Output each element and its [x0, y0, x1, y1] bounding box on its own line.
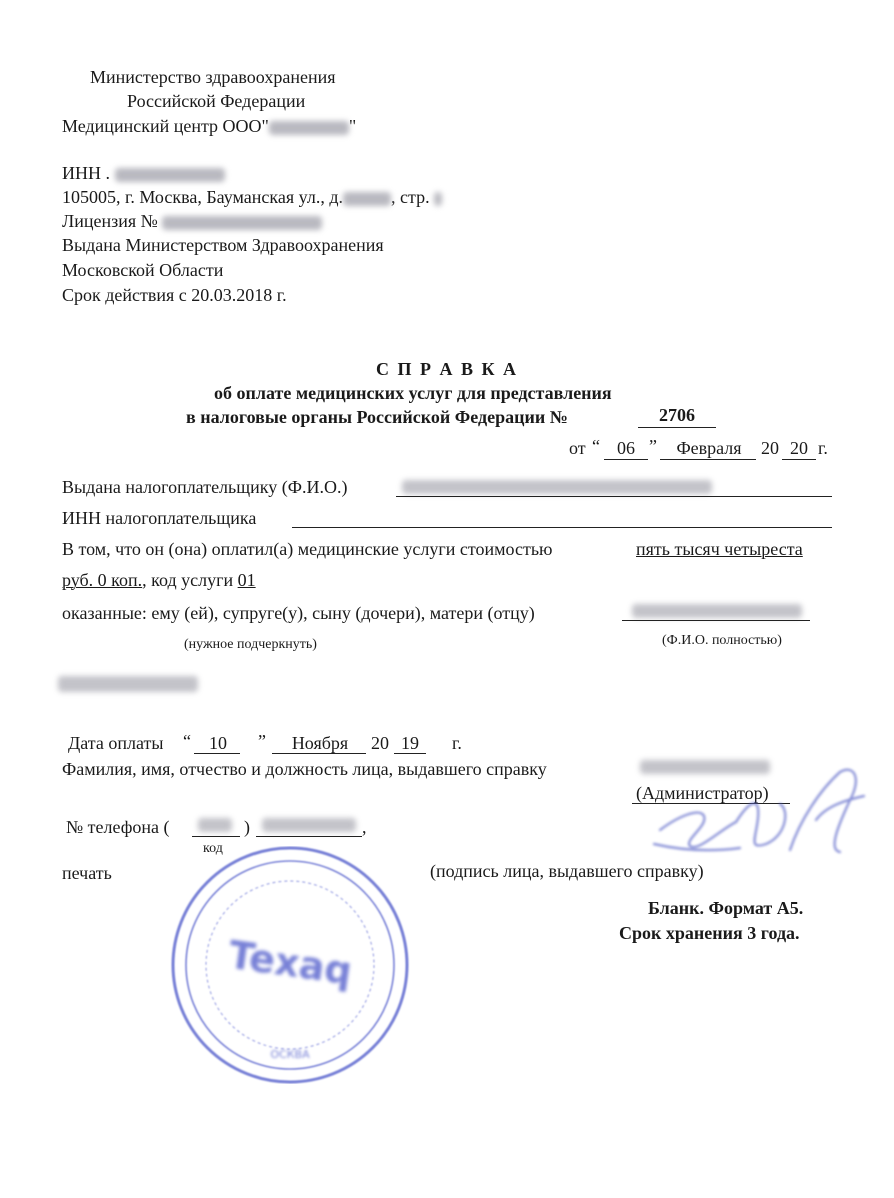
federation-line: Российской Федерации [127, 91, 306, 111]
payment-date-label: Дата оплаты [68, 733, 164, 753]
signature-hint: (подпись лица, выдавшего справку) [430, 861, 704, 881]
payment-date-month: Ноября [291, 733, 349, 753]
validity-line: Срок действия с 20.03.2018 г. [62, 285, 287, 305]
amount-line [62, 569, 256, 591]
storage-note: Срок хранения 3 года. [619, 923, 800, 943]
underline-hint: (нужное подчеркнуть) [184, 637, 317, 652]
issued-to-label: Выдана налогоплательщику (Ф.И.О.) [62, 477, 348, 497]
payment-date-day: 10 [209, 733, 227, 753]
redacted-phone-number [262, 818, 356, 832]
taxpayer-inn-label: ИНН налогоплательщика [62, 508, 257, 528]
license-line [62, 210, 322, 232]
redacted-license [162, 216, 322, 230]
redacted-building [434, 192, 442, 206]
date-issued-prefix: от [569, 438, 586, 458]
redacted-taxpayer-name [402, 480, 712, 494]
phone-label: № телефона ( [66, 817, 170, 837]
certificate-number: 2706 [659, 405, 695, 425]
date-issued-close-quote: ” [649, 436, 657, 456]
payment-date-suffix: г. [452, 733, 462, 753]
certificate-number-underline [638, 427, 716, 428]
date-issued-open-quote: “ [592, 436, 600, 456]
date-issued-day-underline [604, 459, 648, 460]
paid-text: В том, что он (она) оплатил(а) медицинские услуги стоимостью [62, 539, 553, 559]
redacted-extra-line [58, 676, 198, 692]
redacted-phone-code [198, 818, 232, 832]
issued-to-underline [396, 496, 832, 497]
payment-date-year-prefix: 20 [371, 733, 389, 753]
phone-code-label: код [203, 841, 223, 856]
date-issued-month-underline [660, 459, 756, 460]
issued-by-line: Выдана Министерством Здравоохранения [62, 235, 384, 255]
amount-words: пять тысяч четыреста [636, 539, 803, 559]
payment-date-month-underline [272, 753, 366, 754]
provided-to-line: оказанные: ему (ей), супруге(у), сыну (дочери), матери (отцу) [62, 603, 535, 623]
fio-hint: (Ф.И.О. полностью) [662, 633, 782, 648]
redacted-inn [115, 168, 225, 182]
phone-comma: , [362, 817, 367, 837]
format-note: Бланк. Формат А5. [648, 898, 804, 918]
phone-number-underline [256, 836, 362, 837]
address-mid: , стр. [391, 187, 430, 207]
date-issued-month: Февраля [676, 438, 742, 458]
date-issued-year: 20 [790, 438, 808, 458]
issuer-position: (Администратор) [636, 783, 769, 803]
document-title: С П Р А В К А [376, 359, 519, 379]
title-subtitle-2: в налоговые органы Российской Федерации № [186, 407, 568, 427]
payment-date-year-underline [394, 753, 426, 754]
ministry-line: Министерство здравоохранения [90, 67, 336, 87]
address-prefix: 105005, г. Москва, Бауманская ул., д. [62, 187, 343, 207]
seal-label: печать [62, 863, 112, 883]
stamp-center-text: Texaq [225, 932, 355, 994]
stamp-bottom-text: ОСКВА [270, 1048, 310, 1061]
payment-date-open-quote: “ [183, 731, 191, 751]
medical-center-suffix: " [348, 116, 357, 136]
inn-line [62, 162, 225, 184]
phone-close-paren: ) [244, 817, 250, 837]
date-issued-day: 06 [617, 438, 635, 458]
phone-code-underline [192, 836, 240, 837]
date-issued-suffix: г. [818, 438, 828, 458]
payment-date-day-underline [194, 753, 240, 754]
address-line [62, 186, 442, 208]
license-label: Лицензия № [62, 211, 158, 231]
relative-name-underline [622, 620, 810, 621]
service-code-label: , код услуги [142, 570, 234, 590]
service-code: 01 [237, 570, 256, 590]
title-subtitle-1: об оплате медицинских услуг для представления [214, 383, 612, 403]
payment-date-year: 19 [401, 733, 419, 753]
date-issued-year-underline [782, 459, 816, 460]
taxpayer-inn-underline [292, 527, 832, 528]
payment-date-close-quote: ” [258, 731, 266, 751]
date-issued-year-prefix: 20 [761, 438, 779, 458]
inn-label: ИНН . [62, 163, 110, 183]
redacted-relative-name [632, 604, 802, 618]
region-line: Московской Области [62, 260, 224, 280]
signature-scribble [640, 760, 880, 880]
medical-center-prefix: Медицинский центр ООО" [62, 116, 269, 136]
issuer-label: Фамилия, имя, отчество и должность лица, выдавшего справку [62, 759, 547, 779]
stamp-seal [168, 846, 412, 1084]
amount-rest: руб. 0 коп. [62, 570, 143, 590]
redacted-house [343, 192, 391, 206]
redacted-company-name [269, 121, 349, 135]
medical-center-line [62, 115, 356, 137]
